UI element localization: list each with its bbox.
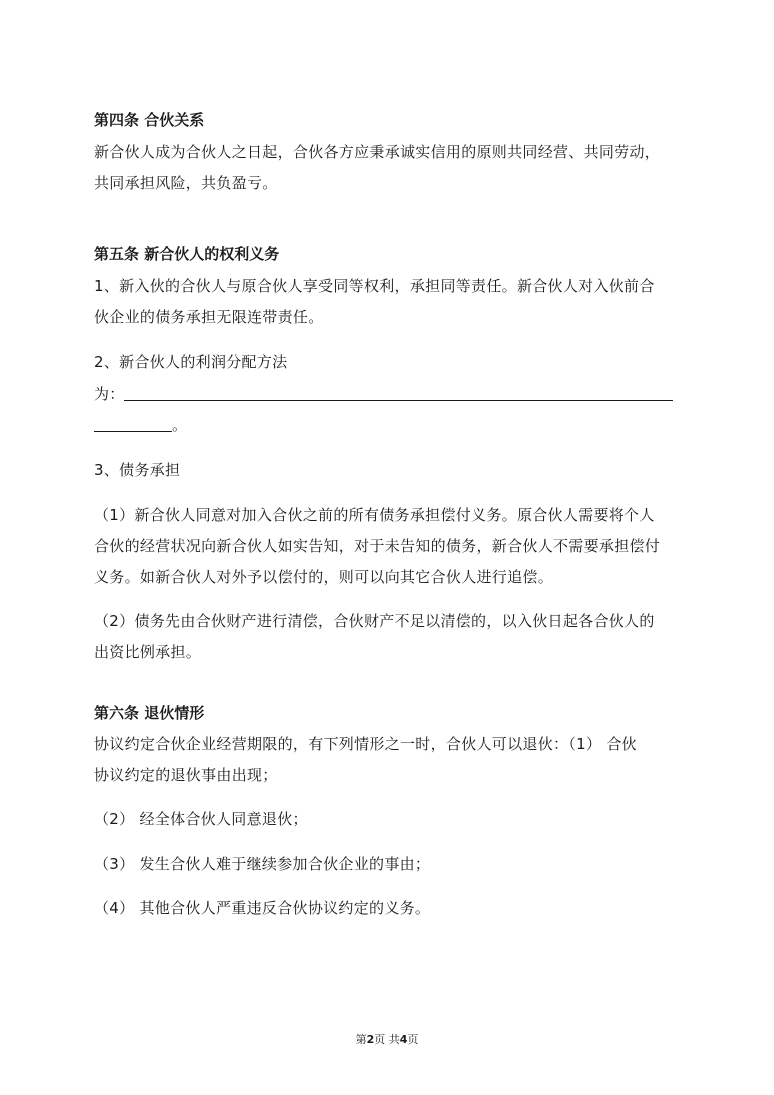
article-5-item-3-sub-2-line-1: （2）债务先由合伙财产进行清偿，合伙财产不足以清偿的，以入伙日起各合伙人的 — [94, 612, 655, 630]
footer-page-mid: 页 共 — [374, 1033, 400, 1046]
footer-current-page: 2 — [366, 1033, 375, 1046]
article-5-item-3-sub-1-line-1: （1）新合伙人同意对加入合伙之前的所有债务承担偿付义务。原合伙人需要将个人 — [94, 506, 655, 524]
article-5-item-2-suffix: 。 — [172, 416, 188, 434]
footer-total-pages: 4 — [399, 1033, 408, 1046]
profit-distribution-blank-line-2 — [94, 431, 172, 432]
article-5-item-3-title: 3、债务承担 — [94, 461, 181, 479]
article-5-item-1-line-1: 1、新入伙的合伙人与原合伙人享受同等权利，承担同等责任。新合伙人对入伙前合 — [94, 277, 655, 295]
article-6-case-2: （2） 经全体合伙人同意退伙； — [94, 810, 308, 828]
article-5-item-1-line-2: 伙企业的债务承担无限连带责任。 — [94, 308, 324, 326]
article-5-item-3-sub-1-line-2: 合伙的经营状况向新合伙人如实告知，对于未告知的债务，新合伙人不需要承担偿付 — [94, 537, 661, 555]
article-5-item-3-sub-1-line-3: 义务。如新合伙人对外予以偿付的，则可以向其它合伙人进行追偿。 — [94, 568, 554, 586]
article-4-heading: 第四条 合伙关系 — [94, 111, 205, 129]
article-4-line-1: 新合伙人成为合伙人之日起，合伙各方应秉承诚实信用的原则共同经营、共同劳动， — [94, 143, 661, 161]
page-footer — [0, 1033, 774, 1047]
article-5-item-2-prefix: 为： — [94, 385, 125, 403]
footer-page-prefix: 第 — [355, 1033, 367, 1046]
article-4-line-2: 共同承担风险，共负盈亏。 — [94, 174, 278, 192]
article-6-case-3: （3） 发生合伙人难于继续参加合伙企业的事由； — [94, 855, 431, 873]
article-6-intro-line-1: 协议约定合伙企业经营期限的，有下列情形之一时，合伙人可以退伙：（1） 合伙 — [94, 735, 637, 753]
article-5-item-3-sub-2-line-2: 出资比例承担。 — [94, 643, 202, 661]
article-5-heading: 第五条 新合伙人的权利义务 — [94, 245, 280, 263]
footer-page-suffix: 页 — [407, 1033, 419, 1046]
article-6-case-4: （4） 其他合伙人严重违反合伙协议约定的义务。 — [94, 899, 431, 917]
profit-distribution-blank-line-1 — [124, 400, 673, 401]
article-6-intro-line-2: 协议约定的退伙事由出现； — [94, 766, 278, 784]
article-5-item-2-line-1: 2、新合伙人的利润分配方法 — [94, 353, 288, 371]
article-6-heading: 第六条 退伙情形 — [94, 704, 205, 722]
